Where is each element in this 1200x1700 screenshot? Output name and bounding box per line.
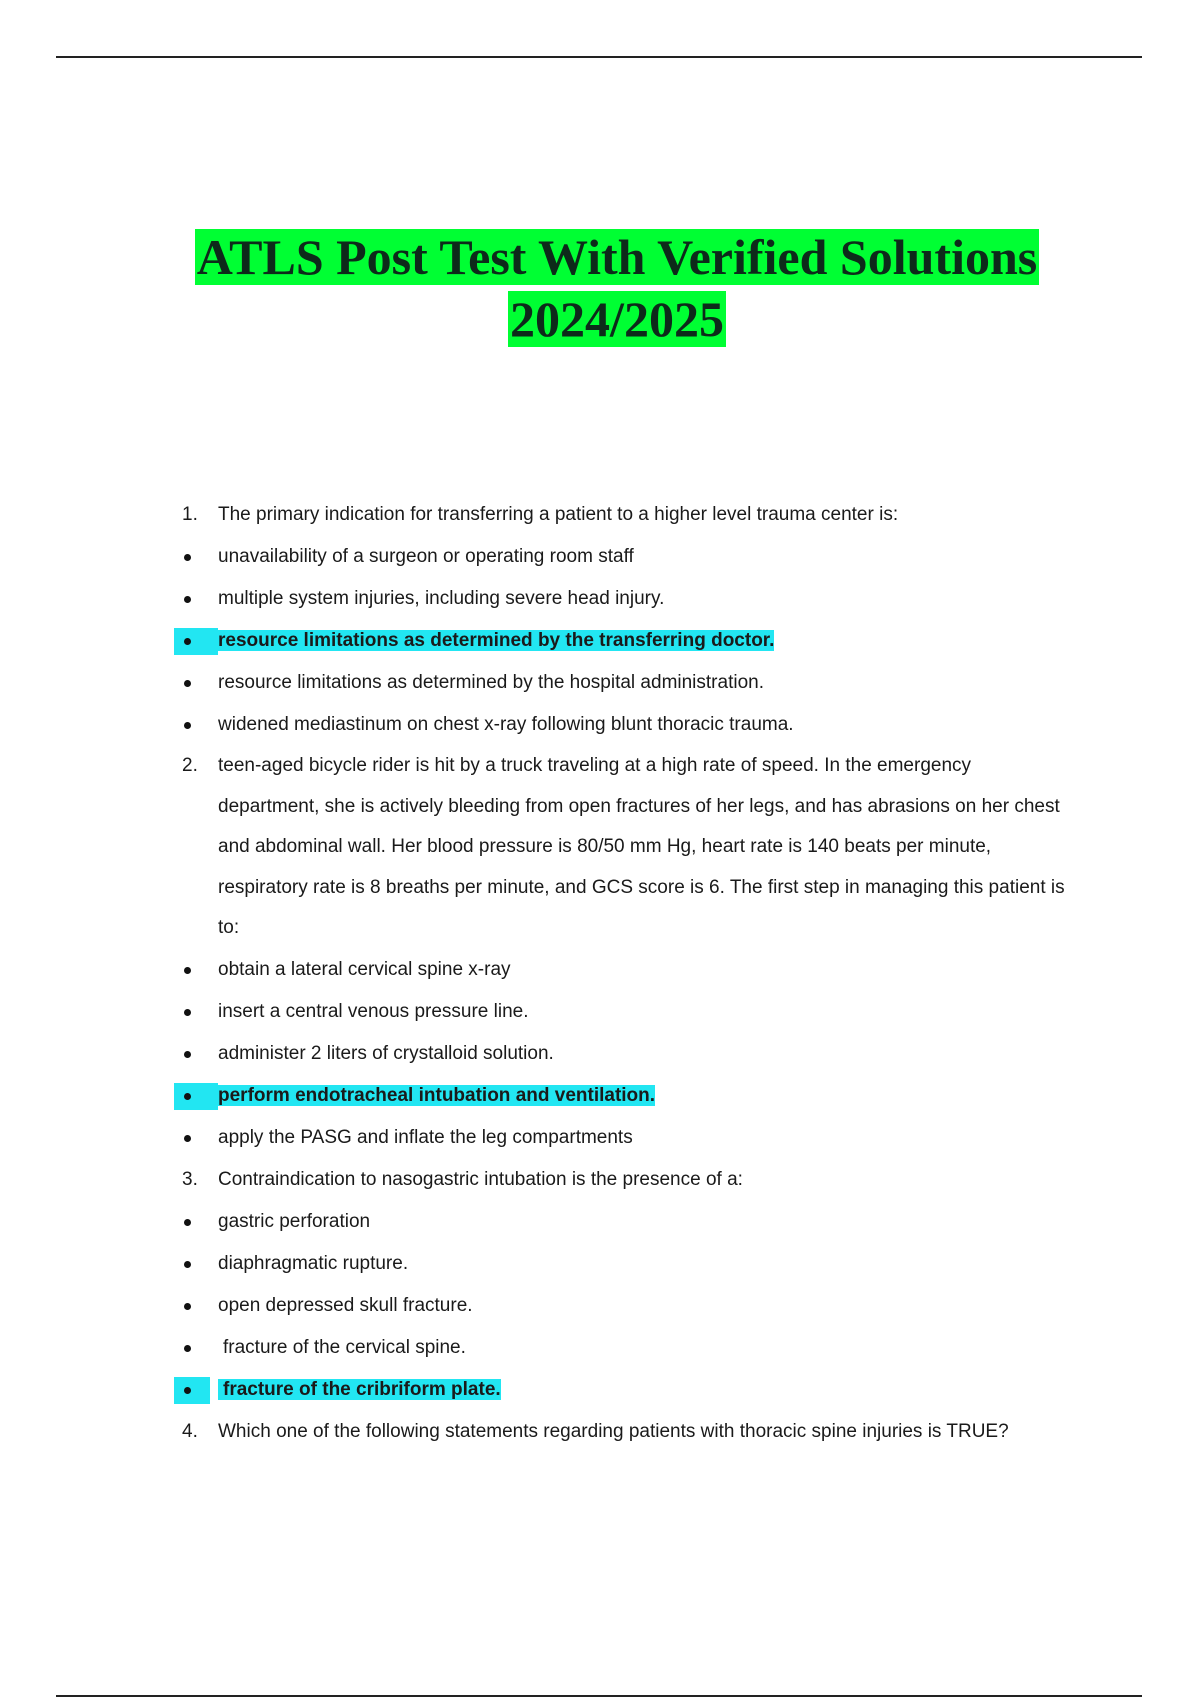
bullet-icon bbox=[184, 1261, 191, 1268]
top-rule bbox=[56, 56, 1142, 58]
bullet-icon bbox=[184, 1009, 191, 1016]
question-text: Which one of the following statements regarding patients with thoracic spine injuries is TRUE? bbox=[218, 1420, 1009, 1442]
highlight-bar bbox=[174, 628, 218, 655]
question-number: 2. bbox=[182, 755, 198, 776]
bullet-icon bbox=[184, 1303, 191, 1310]
option-item bbox=[174, 1243, 1074, 1285]
option-text: administer 2 liters of crystalloid solution. bbox=[218, 1042, 554, 1064]
highlight-bar bbox=[174, 1083, 218, 1110]
correct-option-text: perform endotracheal intubation and ventilation. bbox=[218, 1084, 656, 1106]
option-item bbox=[174, 1285, 1074, 1327]
bullet-icon bbox=[184, 967, 191, 974]
bullet-icon bbox=[184, 1345, 191, 1352]
question-1 bbox=[174, 494, 1074, 536]
bullet-icon bbox=[184, 680, 191, 687]
bottom-rule bbox=[56, 1695, 1142, 1697]
bullet-icon bbox=[184, 638, 191, 645]
correct-option-item bbox=[174, 1369, 1074, 1411]
question-4 bbox=[174, 1411, 1074, 1453]
option-text: open depressed skull fracture. bbox=[218, 1294, 473, 1316]
question-number: 4. bbox=[182, 1420, 198, 1442]
option-text: widened mediastinum on chest x-ray following blunt thoracic trauma. bbox=[218, 714, 794, 735]
option-item bbox=[174, 1033, 1074, 1075]
highlight-bar bbox=[174, 1377, 210, 1404]
correct-option-item bbox=[174, 620, 1074, 662]
option-text: apply the PASG and inflate the leg compartments bbox=[218, 1126, 633, 1148]
question-text: teen-aged bicycle rider is hit by a truck traveling at a high rate of speed. In the emergency department, she is actively bleeding from open fractures of her legs, and has abrasions on her chest and abdominal wall. Her blood pressure is 80/50 mm Hg, heart rate is 140 beats per minute, respiratory rate is 8 breaths per minute, and GCS score is 6. The first step in managing this patient is to: bbox=[218, 755, 1065, 938]
option-item bbox=[174, 949, 1074, 991]
bullet-icon bbox=[184, 722, 191, 729]
option-item bbox=[174, 991, 1074, 1033]
option-text: insert a central venous pressure line. bbox=[218, 1000, 529, 1022]
option-text: multiple system injuries, including severe head injury. bbox=[218, 588, 665, 609]
correct-option-text: resource limitations as determined by the transferring doctor. bbox=[218, 630, 775, 651]
option-item bbox=[174, 536, 1074, 578]
option-item bbox=[174, 1117, 1074, 1159]
bullet-icon bbox=[184, 1219, 191, 1226]
question-3 bbox=[174, 1159, 1074, 1201]
option-item bbox=[174, 704, 1074, 746]
option-text: resource limitations as determined by the hospital administration. bbox=[218, 672, 764, 693]
option-text: diaphragmatic rupture. bbox=[218, 1252, 409, 1274]
bullet-icon bbox=[184, 554, 191, 561]
option-item bbox=[174, 1327, 1074, 1369]
option-text: unavailability of a surgeon or operating room staff bbox=[218, 546, 634, 567]
bullet-icon bbox=[184, 1093, 191, 1100]
option-item bbox=[174, 662, 1074, 704]
title-line-2: 2024/2025 bbox=[510, 291, 724, 347]
question-2 bbox=[174, 746, 1074, 949]
option-item bbox=[174, 1201, 1074, 1243]
option-item bbox=[174, 578, 1074, 620]
question-text: Contraindication to nasogastric intubation is the presence of a: bbox=[218, 1168, 743, 1190]
question-number: 3. bbox=[182, 1168, 198, 1190]
title-line-1: ATLS Post Test With Verified Solutions bbox=[196, 229, 1038, 285]
question-number: 1. bbox=[182, 504, 198, 525]
option-text: obtain a lateral cervical spine x-ray bbox=[218, 958, 511, 980]
bullet-icon bbox=[184, 596, 191, 603]
bullet-icon bbox=[184, 1051, 191, 1058]
bullet-icon bbox=[184, 1387, 191, 1394]
question-text: The primary indication for transferring a patient to a higher level trauma center is: bbox=[218, 504, 899, 525]
correct-option-item bbox=[174, 1075, 1074, 1117]
question-list bbox=[174, 494, 1074, 1453]
correct-option-text: fracture of the cribriform plate. bbox=[218, 1379, 501, 1400]
document-title bbox=[0, 226, 1200, 350]
option-text: fracture of the cervical spine. bbox=[223, 1336, 466, 1358]
bullet-icon bbox=[184, 1135, 191, 1142]
option-text: gastric perforation bbox=[218, 1210, 371, 1232]
